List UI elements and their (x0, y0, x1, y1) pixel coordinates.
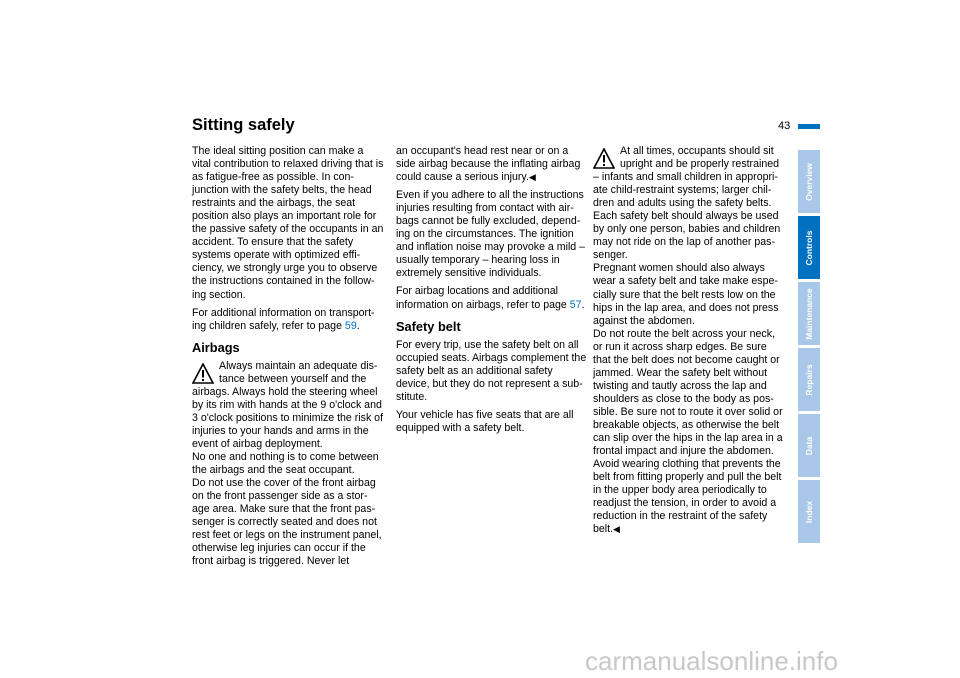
airbag-locations-paragraph (396, 285, 588, 311)
end-mark-icon: ◀ (613, 524, 620, 535)
page-link-57[interactable]: 57 (569, 298, 582, 311)
warning-icon (192, 363, 214, 385)
section-tabs (798, 150, 820, 546)
safety-belt-heading: Safety belt (396, 318, 461, 334)
page-number: 43 (778, 120, 791, 132)
tab-index[interactable] (798, 480, 820, 543)
five-seats-paragraph: Your vehicle has five seats that are all equipped with a safety belt. (396, 408, 574, 434)
tab-label: Data (804, 436, 814, 455)
column-2 (396, 145, 588, 440)
warning-icon (593, 148, 615, 170)
airbag-warning-cont (396, 145, 588, 184)
belt-warning-1: At all times, occupants should sit upright and be properly restrained – infants and small children in appropri-ate child-restraint systems; larger chil-dren and adults using the safety belts. Each safety belt should always be used by only one person, babies and children may not ride on the lap of another pas-senger. (593, 145, 781, 262)
airbag-locations-text: For airbag locations and additional information on airbags, refer to page (396, 285, 570, 311)
airbag-warning: Always maintain an adequate dis-tance between yourself and the airbags. Always hold the steering wheel by its rim with hands at the 9 o'clock and 3 o'clock positions to minimize the risk of injuries to your hands and arms in the event of airbag deployment. (192, 359, 384, 450)
page-number-bar (798, 124, 820, 129)
tab-data[interactable] (798, 414, 820, 477)
tab-overview[interactable] (798, 150, 820, 213)
intro-paragraph: The ideal sitting position can make a vital contribution to relaxed driving that is as fatigue-free as possible. In con-junction with the safety belts, the head restraints and the airbags, the seat position also plays an important role for the passive safety of the occupants in an accident. To ensure that the safety systems operate with optimized effi-ciency, we strongly urge you to observe the instructions contained in the follow-ing section. (192, 145, 384, 301)
column-3 (593, 145, 785, 536)
tab-repairs[interactable] (798, 348, 820, 411)
belt-paragraph: For every trip, use the safety belt on all occupied seats. Airbags complement the safety belt as an additional safety device, but they do not represent a sub-stitute. (396, 338, 587, 403)
injury-paragraph: Even if you adhere to all the instructions injuries resulting from contact with air-bags cannot be fully excluded, depend-ing on the circumstances. The ignition and inflation noise may provoke a mild – usually temporary – hearing loss in extremely sensitive individuals. (396, 189, 586, 280)
tab-label: Repairs (804, 363, 814, 396)
period: . (356, 319, 360, 332)
airbag-warning-2: No one and nothing is to come between the airbags and the seat occupant. (192, 450, 379, 477)
children-text: For additional information on transport-ing children safely, refer to page (192, 306, 375, 332)
tab-controls[interactable] (798, 216, 820, 279)
end-mark-icon: ◀ (528, 172, 536, 183)
belt-warning-3-text: Do not route the belt across your neck, or run it across sharp edges. Be sure that the belt does not become caught or jammed. Wear the safety belt without twisting and tautly across the lap and shoulders as close to the body as pos-sible. Be sure not to route it over solid or breakable objects, as otherwise the belt can slip over the hips in the lap area in a frontal impact and injure the abdomen. Avoid wearing clothing that prevents the belt from fitting properly and pull the belt in the upper body area periodically to readjust the tension, in order to avoid a reduction in the restraint of the safety belt. (593, 327, 783, 536)
tab-label: Overview (804, 162, 814, 201)
tab-maintenance[interactable] (798, 282, 820, 345)
page-title: Sitting safely (192, 116, 295, 134)
children-paragraph (192, 307, 384, 333)
watermark: carmanualsonline.info (585, 646, 838, 676)
tab-label: Maintenance (804, 287, 814, 340)
belt-warning-2: Pregnant women should also always wear a safety belt and take make espe-cially sure that the belt rests low on the hips in the lap area, and does not press against the abdomen. (593, 262, 779, 327)
airbag-warning-cont-text: an occupant's head rest near or on a side airbag because the inflating airbag could cause a serious injury. (396, 145, 581, 184)
belt-warning-3 (593, 328, 785, 537)
period: . (581, 298, 585, 311)
airbag-warning-3: Do not use the cover of the front airbag on the front passenger side as a stor-age area. Make sure that the front pas-senger is correctly seated and does not rest feet or legs on the instrument panel, otherwise leg injuries can occur if the front airbag is triggered. Never let (192, 477, 382, 568)
tab-label: Controls (804, 230, 814, 265)
airbags-heading: Airbags (192, 339, 240, 355)
tab-label: Index (804, 500, 814, 523)
page-link-59[interactable]: 59 (344, 319, 357, 332)
column-1 (192, 145, 384, 568)
